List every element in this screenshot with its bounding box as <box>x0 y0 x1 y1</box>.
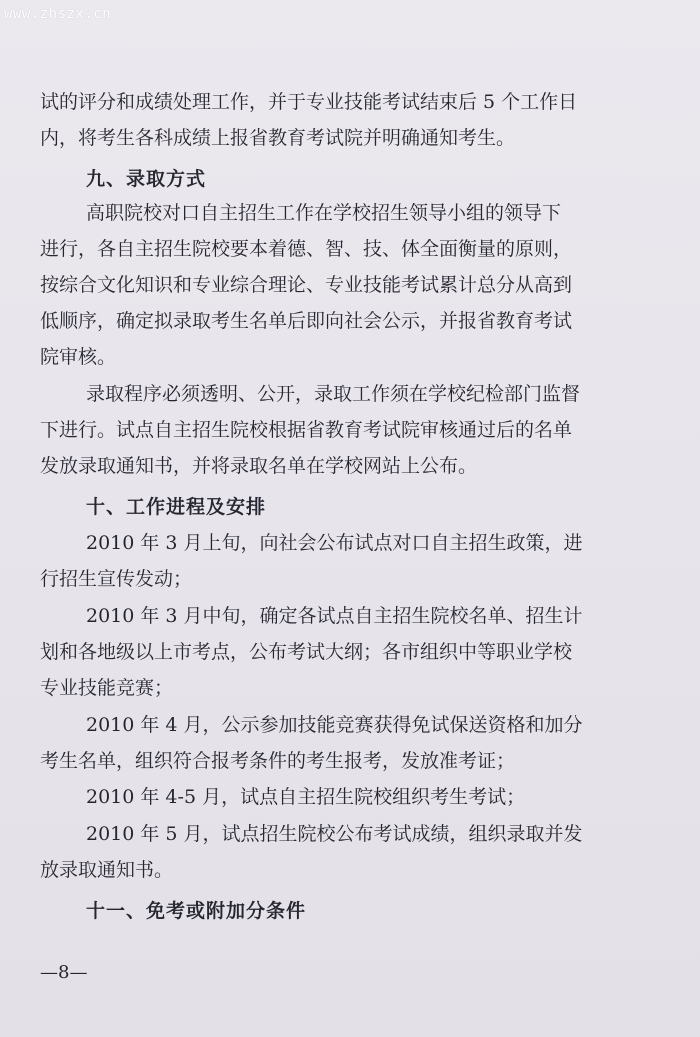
text-line: 按综合文化知识和专业综合理论、专业技能考试累计总分从高到 <box>40 274 573 296</box>
text-line: 2010 年 4-5 月，试点自主招生院校组织考生考试； <box>86 786 526 808</box>
text-line: 2010 年 3 月中旬，确定各试点自主招生院校名单、招生计 <box>86 605 583 627</box>
text-line: 发放录取通知书，并将录取名单在学校网站上公布。 <box>40 455 478 477</box>
page-number: —8— <box>40 962 88 983</box>
text-line: 试的评分和成绩处理工作，并于专业技能考试结束后 5 个工作日 <box>40 91 578 113</box>
text-line: 院审核。 <box>40 346 117 368</box>
text-line: 低顺序，确定拟录取考生名单后即向社会公示，并报省教育考试 <box>40 310 573 332</box>
text-line: 2010 年 4 月，公示参加技能竞赛获得免试保送资格和加分 <box>86 714 583 736</box>
text-line: 进行，各自主招生院校要本着德、智、技、体全面衡量的原则， <box>40 238 573 260</box>
text-line: 高职院校对口自主招生工作在学校招生领导小组的领导下 <box>86 202 562 224</box>
text-line: 2010 年 3 月上旬，向社会公布试点对口自主招生政策，进 <box>86 532 583 554</box>
section-heading: 九、录取方式 <box>86 168 207 190</box>
section-heading: 十、工作进程及安排 <box>86 496 267 518</box>
text-line: 行招生宣传发动； <box>40 568 193 590</box>
text-line: 录取程序必须透明、公开，录取工作须在学校纪检部门监督 <box>86 383 581 405</box>
text-line: 划和各地级以上市考点，公布考试大纲；各市组织中等职业学校 <box>40 641 573 663</box>
text-line: 放录取通知书。 <box>40 859 174 881</box>
text-line: 内，将考生各科成绩上报省教育考试院并明确通知考生。 <box>40 127 516 149</box>
text-line: 考生名单，组织符合报考条件的考生报考，发放准考证； <box>40 750 516 772</box>
watermark: www.zhszx.cn <box>4 6 112 22</box>
section-heading: 十一、免考或附加分条件 <box>86 900 307 922</box>
text-line: 专业技能竞赛； <box>40 677 174 699</box>
text-line: 下进行。试点自主招生院校根据省教育考试院审核通过后的名单 <box>40 419 573 441</box>
text-line: 2010 年 5 月，试点招生院校公布考试成绩，组织录取并发 <box>86 823 583 845</box>
